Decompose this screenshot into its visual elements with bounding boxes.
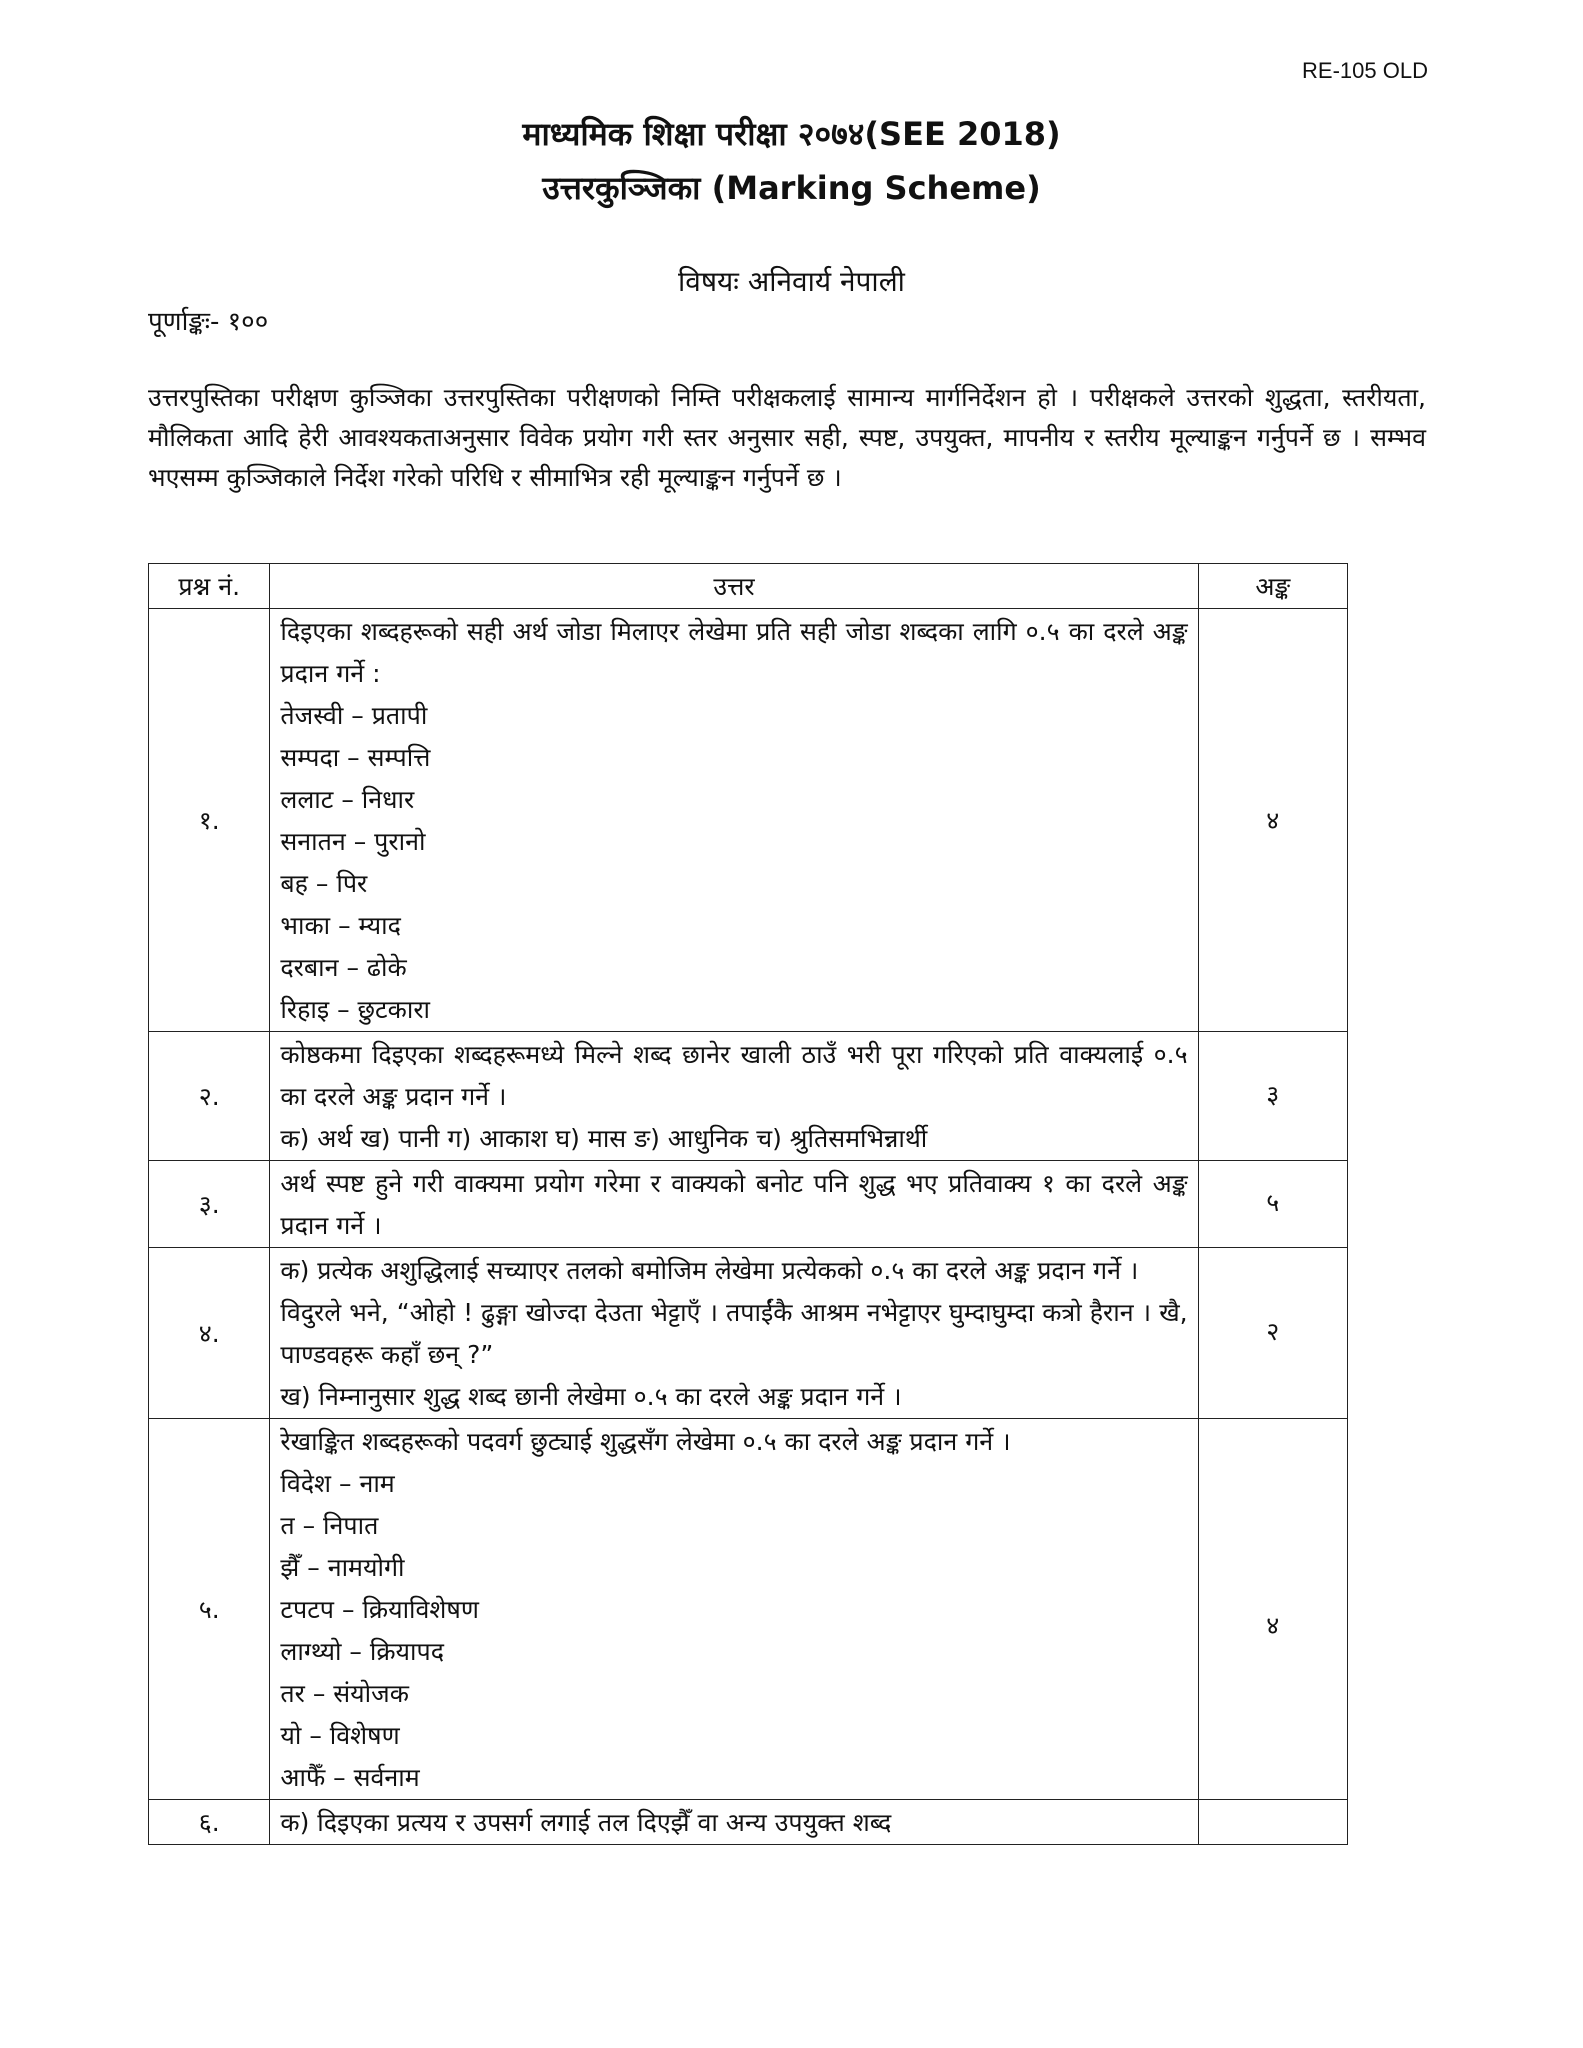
- intro-paragraph: उत्तरपुस्तिका परीक्षण कुञ्जिका उत्तरपुस्तिका परीक्षणको निम्ति परीक्षकलाई सामान्य मार्गनिर्देशन हो । परीक्षकले उत्तरको शुद्धता, स्तरीयता, मौलिकता आदि हेरी आवश्यकताअनुसार विवेक प्रयोग गरी स्तर अनुसार सही, स्पष्ट, उपयुक्त, मापनीय र स्तरीय मूल्याङ्कन गर्नुपर्ने छ । सम्भव भएसम्म कुञ्जिकाले निर्देश गरेको परिधि र सीमाभित्र रही मूल्याङ्कन गर्नुपर्ने छ ।: [148, 383, 1426, 492]
- question-number: ५.: [149, 1419, 270, 1800]
- answer-line: आफैँ – सर्वनाम: [280, 1763, 420, 1792]
- question-number: ६.: [149, 1800, 270, 1845]
- answer-table: [148, 563, 1348, 1845]
- answer-line: भाका – म्याद: [280, 911, 401, 940]
- answer-line: अर्थ स्पष्ट हुने गरी वाक्यमा प्रयोग गरेमा र वाक्यको बनोट पनि शुद्ध भए प्रतिवाक्य १ का दरले अङ्क प्रदान गर्ने ।: [280, 1169, 1188, 1240]
- answer-line: यो – विशेषण: [280, 1721, 400, 1750]
- answer-line: टपटप – क्रियाविशेषण: [280, 1595, 479, 1624]
- answer-line: झैँ – नामयोगी: [280, 1553, 405, 1582]
- question-number: १.: [149, 609, 270, 1032]
- answer-line: तर – संयोजक: [280, 1679, 409, 1708]
- full-marks: पूर्णाङ्कः- १००: [148, 307, 269, 337]
- answer-line: दिइएका शब्दहरूको सही अर्थ जोडा मिलाएर लेखेमा प्रति सही जोडा शब्दका लागि ०.५ का दरले अङ्क प्रदान गर्ने :: [280, 617, 1188, 688]
- marks-cell: ३: [1198, 1032, 1347, 1161]
- table-row: [149, 1800, 1348, 1845]
- answer-line: रेखाङ्कित शब्दहरूको पदवर्ग छुट्याई शुद्धसँग लेखेमा ०.५ का दरले अङ्क प्रदान गर्ने ।: [280, 1427, 1011, 1456]
- marks-cell: २: [1198, 1248, 1347, 1419]
- answer-cell: [270, 1800, 1198, 1845]
- table-row: [149, 1161, 1348, 1248]
- answer-line: लाग्थ्यो – क्रियापद: [280, 1637, 445, 1666]
- question-number: ४.: [149, 1248, 270, 1419]
- answer-line: सनातन – पुरानो: [280, 827, 426, 856]
- marks-cell: ४: [1198, 1419, 1347, 1800]
- table-row: [149, 1419, 1348, 1800]
- answer-line: रिहाइ – छुटकारा: [280, 995, 431, 1024]
- marks-cell: ४: [1198, 609, 1347, 1032]
- answer-line: सम्पदा – सम्पत्ति: [280, 743, 431, 772]
- marks-cell: ५: [1198, 1161, 1347, 1248]
- question-number: ३.: [149, 1161, 270, 1248]
- answer-line: तेजस्वी – प्रतापी: [280, 701, 428, 730]
- marking-scheme-title: उत्तरकुञ्जिका (Marking Scheme): [542, 169, 1041, 207]
- answer-line: दरबान – ढोके: [280, 953, 407, 982]
- header-question-no: प्रश्न नं.: [149, 564, 270, 609]
- answer-line: विदुरले भने, “ओहो ! ढुङ्गा खोज्दा देउता भेट्टाएँ । तपाईंकै आश्रम नभेट्टाएर घुम्दाघुम्दा कत्रो हैरान । खै, पाण्डवहरू कहाँ छन् ?”: [280, 1298, 1188, 1369]
- answer-cell: [270, 1161, 1198, 1248]
- table-header-row: [149, 564, 1348, 609]
- answer-cell: [270, 609, 1198, 1032]
- answer-cell: [270, 1248, 1198, 1419]
- subject-line: विषयः अनिवार्य नेपाली: [678, 265, 905, 298]
- header-marks: अङ्क: [1198, 564, 1347, 609]
- document-code: RE-105 OLD: [1302, 58, 1428, 83]
- answer-line: विदेश – नाम: [280, 1469, 395, 1498]
- answer-line: बह – पिर: [280, 869, 368, 898]
- table-row: [149, 1248, 1348, 1419]
- answer-cell: [270, 1419, 1198, 1800]
- header-answer: उत्तर: [270, 564, 1198, 609]
- answer-line: क) अर्थ ख) पानी ग) आकाश घ) मास ङ) आधुनिक च) श्रुतिसमभिन्नार्थी: [280, 1124, 928, 1153]
- table-row: [149, 609, 1348, 1032]
- exam-title: माध्यमिक शिक्षा परीक्षा २०७४(SEE 2018): [522, 115, 1061, 153]
- question-number: २.: [149, 1032, 270, 1161]
- answer-line: त – निपात: [280, 1511, 379, 1540]
- answer-line: कोष्ठकमा दिइएका शब्दहरूमध्ये मिल्ने शब्द छानेर खाली ठाउँ भरी पूरा गरिएको प्रति वाक्यलाई ०.५ का दरले अङ्क प्रदान गर्ने ।: [280, 1040, 1188, 1111]
- answer-line: ख) निम्नानुसार शुद्ध शब्द छानी लेखेमा ०.५ का दरले अङ्क प्रदान गर्ने ।: [280, 1382, 902, 1411]
- table-row: [149, 1032, 1348, 1161]
- answer-cell: [270, 1032, 1198, 1161]
- answer-line: क) प्रत्येक अशुद्धिलाई सच्याएर तलको बमोजिम लेखेमा प्रत्येकको ०.५ का दरले अङ्क प्रदान गर्ने ।: [280, 1256, 1139, 1285]
- marks-cell: [1198, 1800, 1347, 1845]
- answer-line: क) दिइएका प्रत्यय र उपसर्ग लगाई तल दिएझैँ वा अन्य उपयुक्त शब्द: [280, 1808, 892, 1837]
- answer-line: ललाट – निधार: [280, 785, 415, 814]
